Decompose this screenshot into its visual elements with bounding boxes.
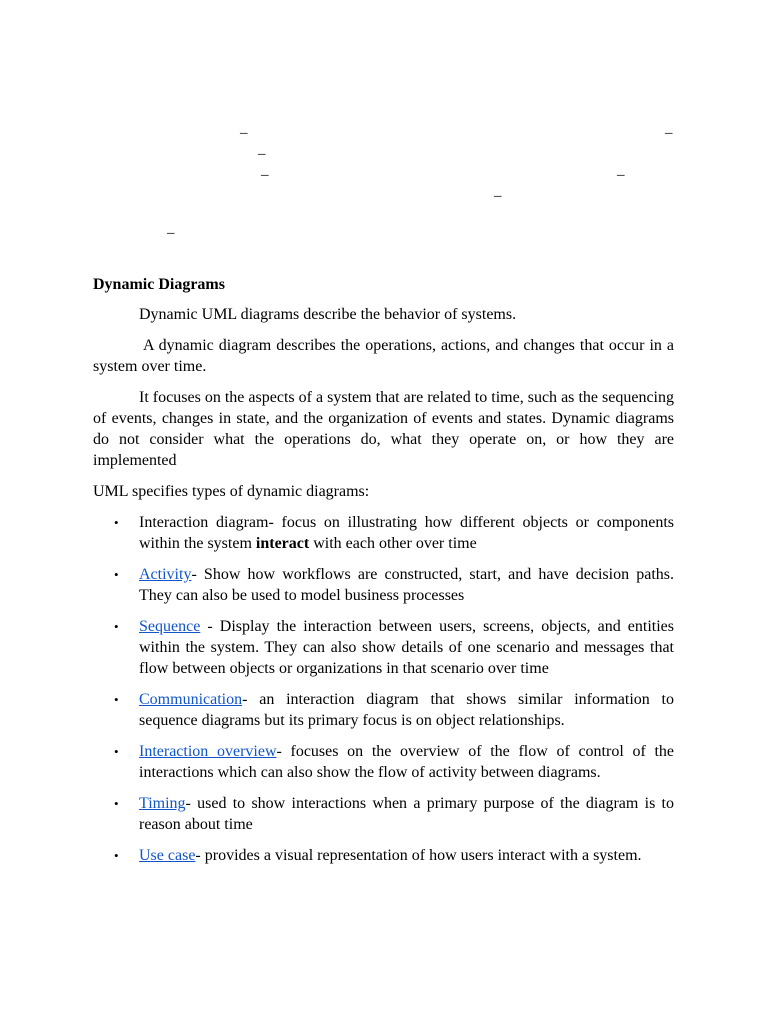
item-description: - used to show interactions when a primary purpose of the diagram is to reason about time [139, 795, 674, 833]
dash-mark: – [261, 167, 269, 183]
interaction-overview-link[interactable]: Interaction overview [139, 743, 277, 760]
list-item [93, 689, 674, 731]
bullet-icon: • [114, 744, 119, 759]
bullet-icon: • [114, 515, 119, 530]
item-description: - focuses on the overview of the flow of control of the interactions which can also show the flow of activity between diagrams. [139, 743, 674, 781]
communication-link[interactable]: Communication [139, 691, 243, 708]
bullet-icon: • [114, 848, 119, 863]
list-item [93, 793, 674, 835]
item-description: - focus on illustrating how different objects or components within the system [139, 514, 675, 552]
list-item [93, 564, 674, 606]
item-description: with each other over time [309, 535, 477, 552]
timing-link[interactable]: Timing [139, 795, 186, 812]
bullet-icon: • [114, 692, 119, 707]
item-description: - Show how workflows are constructed, start, and have decision paths. They can also be used to model business processes [139, 566, 674, 604]
document-body [93, 274, 674, 876]
dash-mark: – [665, 125, 673, 141]
dash-mark: – [258, 146, 266, 162]
use-case-link[interactable]: Use case [139, 847, 196, 864]
paragraph-2: A dynamic diagram describes the operations, actions, and changes that occur in a system over time. [93, 337, 674, 375]
section-heading: Dynamic Diagrams [93, 276, 225, 293]
list-item [93, 741, 674, 783]
list-intro: UML specifies types of dynamic diagrams: [93, 483, 370, 500]
item-emphasis: interact [255, 535, 310, 552]
dash-mark: – [240, 125, 248, 141]
bullet-icon: • [114, 567, 119, 582]
item-description: - provides a visual representation of how users interact with a system. [195, 847, 642, 864]
bullet-icon: • [114, 796, 119, 811]
item-description: - Display the interaction between users, screens, objects, and entities within the system. They can also show details of one scenario and messages that flow between objects or organizations in that scenario over time [139, 618, 674, 677]
dash-mark: – [617, 167, 625, 183]
list-item [93, 616, 674, 679]
dash-mark: – [167, 225, 175, 241]
sequence-link[interactable]: Sequence [139, 618, 201, 635]
item-description: - an interaction diagram that shows similar information to sequence diagrams but its primary focus is on object relationships. [139, 691, 674, 729]
dash-mark: – [494, 188, 502, 204]
paragraph-3: It focuses on the aspects of a system that are related to time, such as the sequencing of events, changes in state, and the organization of events and states. Dynamic diagrams do not consider what the operations do, what they operate on, or how they are implemented [93, 389, 674, 469]
list-item [93, 512, 674, 554]
item-term: Interaction diagram [139, 514, 269, 531]
diagram-types-list [93, 512, 674, 866]
bullet-icon: • [114, 619, 119, 634]
paragraph-1: Dynamic UML diagrams describe the behavior of systems. [139, 306, 517, 323]
activity-link[interactable]: Activity [139, 566, 192, 583]
list-item [93, 845, 674, 866]
